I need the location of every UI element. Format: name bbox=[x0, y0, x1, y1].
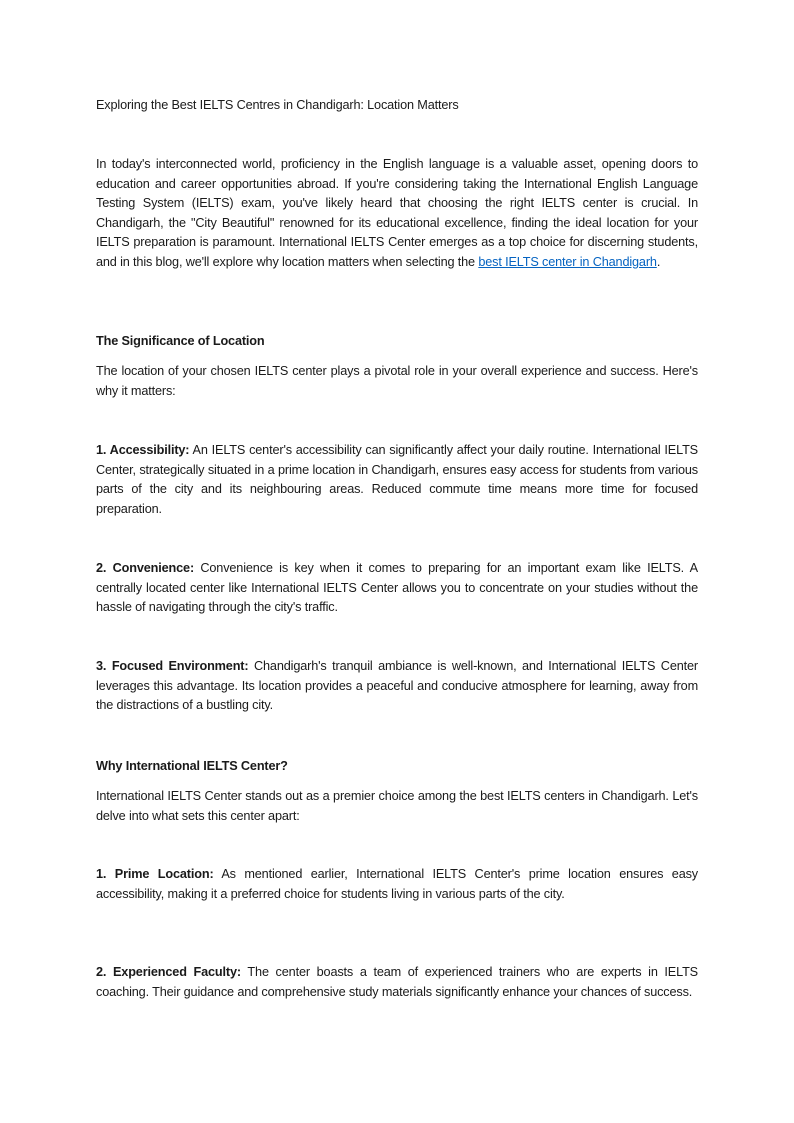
item-text: Convenience is key when it comes to preparing for an important exam like IELTS. A centrally located center like International IELTS Center allows you to concentrate on your studies without the hassle of navigating through the city's traffic. bbox=[96, 561, 698, 615]
best-ielts-center-link[interactable]: best IELTS center in Chandigarh bbox=[478, 254, 657, 269]
item-label: 3. Focused Environment: bbox=[96, 659, 249, 673]
item-label: 2. Convenience: bbox=[96, 561, 195, 575]
item-text: As mentioned earlier, International IELTS Center's prime location ensures easy accessibility, making it a preferred choice for students living in various parts of the city. bbox=[96, 867, 698, 901]
item-text: The center boasts a team of experienced trainers who are experts in IELTS coaching. Their guidance and comprehensive study materials significantly enhance your chances of success. bbox=[96, 965, 698, 999]
intro-end: . bbox=[656, 254, 661, 269]
section-heading-significance: The Significance of Location bbox=[96, 334, 265, 348]
item-label: 1. Accessibility: bbox=[96, 443, 190, 457]
list-item bbox=[96, 865, 698, 904]
document-title: Exploring the Best IELTS Centres in Chandigarh: Location Matters bbox=[96, 98, 459, 112]
item-label: 1. Prime Location: bbox=[96, 867, 214, 881]
intro-text: In today's interconnected world, proficiency in the English language is a valuable asset, opening doors to education and career opportunities abroad. If you're considering taking the International English Language Testing System (IELTS) exam, you've likely heard that choosing the right IELTS center is crucial. In Chandigarh, the "City Beautiful" renowned for its educational excellence, finding the ideal location for your IELTS preparation is paramount. International IELTS Center emerges as a top choice for discerning students, and in this blog, we'll explore why location matters when selecting the bbox=[96, 157, 698, 269]
section-heading-why: Why International IELTS Center? bbox=[96, 759, 288, 773]
list-item bbox=[96, 657, 698, 716]
list-item bbox=[96, 441, 698, 519]
item-label: 2. Experienced Faculty: bbox=[96, 965, 241, 979]
list-item bbox=[96, 963, 698, 1002]
intro-paragraph bbox=[96, 155, 698, 273]
section2-intro: International IELTS Center stands out as a premier choice among the best IELTS centers in Chandigarh. Let's delve into what sets this center apart: bbox=[96, 789, 698, 823]
list-item bbox=[96, 559, 698, 618]
section1-intro: The location of your chosen IELTS center plays a pivotal role in your overall experience and success. Here's why it matters: bbox=[96, 364, 698, 398]
item-text: Chandigarh's tranquil ambiance is well-known, and International IELTS Center leverages this advantage. Its location provides a peaceful and conducive atmosphere for learning, away from the distractions of a bustling city. bbox=[96, 659, 698, 713]
item-text: An IELTS center's accessibility can significantly affect your daily routine. International IELTS Center, strategically situated in a prime location in Chandigarh, ensures easy access for students from various parts of the city and its neighbouring areas. Reduced commute time means more time for focused preparation. bbox=[96, 443, 698, 516]
